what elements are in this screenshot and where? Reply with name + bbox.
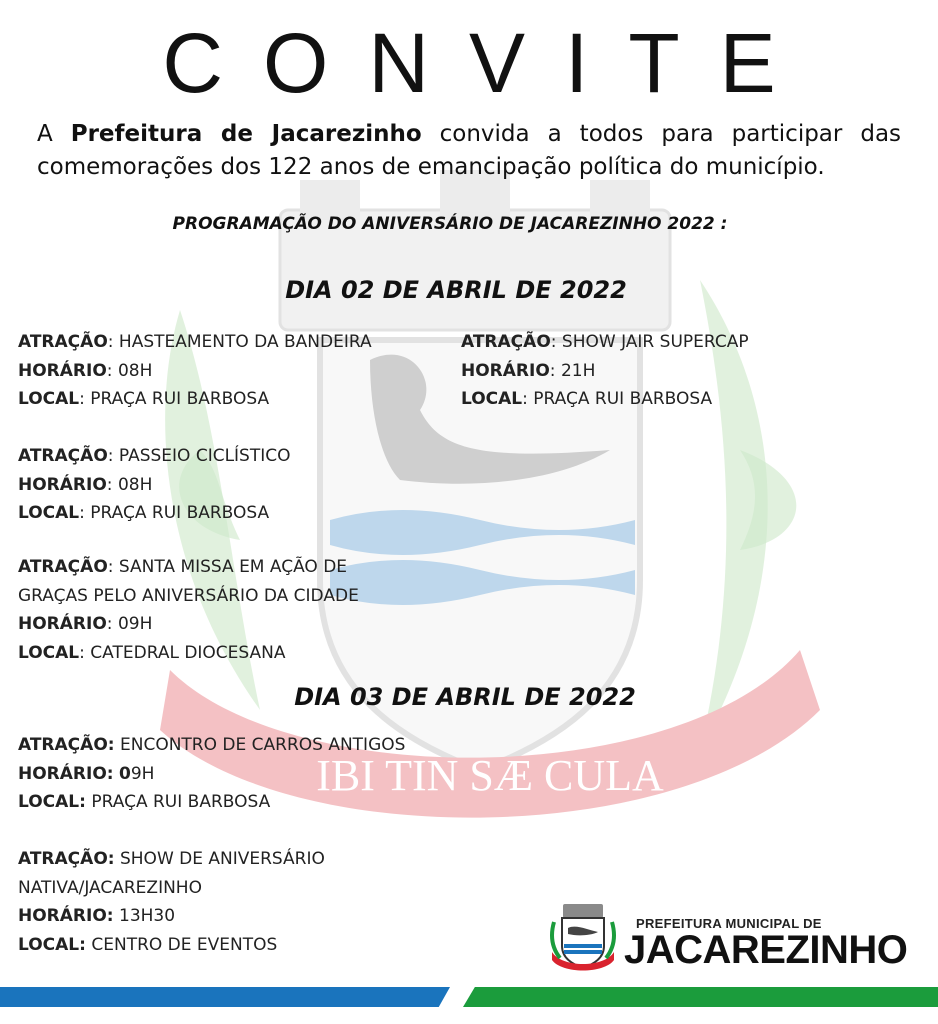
event-carros-antigos [18,731,405,817]
attraction-value: PASSEIO CICLÍSTICO [118,446,291,466]
event-hasteamento: ATRAÇÃO: HASTEAMENTO DA BANDEIRA HORÁRIO: 08H LOCAL: PRAÇA RUI BARBOSA [18,332,372,410]
page-title: CONVITE [162,16,816,110]
time-label: HORÁRIO [18,360,107,381]
place-value: PRAÇA RUI BARBOSA [533,389,713,410]
attraction-value: SHOW JAIR SUPERCAP [561,332,749,352]
time-label: HORÁRIO [461,360,550,381]
footer-blue-bar [0,987,450,1007]
event-show-jair: ATRAÇÃO: SHOW JAIR SUPERCAP HORÁRIO: 21H LOCAL: PRAÇA RUI BARBOSA [461,332,749,410]
place-value: CATEDRAL DIOCESANA [90,643,286,664]
place-label: LOCAL [18,389,80,410]
place-label: LOCAL: [18,792,86,813]
time-value: 9H [130,763,155,784]
place-value: PRAÇA RUI BARBOSA [90,389,270,410]
attraction-label: ATRAÇÃO [461,332,551,352]
place-label: LOCAL [18,503,80,524]
day-2-title: DIA 03 DE ABRIL DE 2022 [294,683,636,711]
program-title: PROGRAMAÇÃO DO ANIVERSÁRIO DE JACAREZINHO 2022 : [172,214,728,234]
motto-text: IBI TIN SÆ CULA [316,751,664,800]
event-passeio: ATRAÇÃO: PASSEIO CICLÍSTICO HORÁRIO: 08H LOCAL: PRAÇA RUI BARBOSA [18,446,291,524]
logo-top-text: PREFEITURA MUNICIPAL DE [636,916,822,931]
attraction-value: ENCONTRO DE CARROS ANTIGOS [119,735,406,755]
place-label: LOCAL: [18,935,86,956]
day-1-title: DIA 02 DE ABRIL DE 2022 [285,276,627,304]
place-value: CENTRO DE EVENTOS [91,935,278,956]
intro-organization: Prefeitura de Jacarezinho [70,121,422,147]
time-label: HORÁRIO: [18,763,114,784]
place-value: PRAÇA RUI BARBOSA [90,503,270,524]
place-value: PRAÇA RUI BARBOSA [91,792,271,813]
event-show-aniversario [18,845,325,960]
attraction-label: ATRAÇÃO [18,332,108,352]
attraction-value-continued: GRAÇAS PELO ANIVERSÁRIO DA CIDADE [18,585,359,606]
prefeitura-logo [548,902,918,980]
logo-main-text: JACAREZINHO [624,928,908,972]
intro-suffix: convida a todos para participar das comemorações dos 122 anos de emancipação política do município. [37,121,902,180]
attraction-label: ATRAÇÃO [18,446,108,466]
time-value: 21H [560,360,596,381]
coat-of-arms-icon [548,902,618,976]
time-value: 09H [117,614,153,635]
place-label: LOCAL [18,643,80,664]
time-label: HORÁRIO [18,474,107,495]
intro-prefix: A [37,121,71,147]
intro-paragraph [37,118,901,184]
attraction-value: SANTA MISSA EM AÇÃO DE [118,557,348,577]
footer-green-bar [463,987,938,1007]
time-value: 13H30 [119,906,176,927]
attraction-value: HASTEAMENTO DA BANDEIRA [118,332,372,352]
attraction-value-continued: NATIVA/JACAREZINHO [18,877,202,898]
place-label: LOCAL [461,389,523,410]
attraction-value: SHOW DE ANIVERSÁRIO [119,849,325,869]
time-label: HORÁRIO: [18,906,114,927]
time-value: 08H [117,360,153,381]
attraction-label: ATRAÇÃO [18,557,108,577]
time-value-bold: 0 [119,763,131,784]
time-label: HORÁRIO [18,614,107,635]
event-santa-missa: ATRAÇÃO: SANTA MISSA EM AÇÃO DE GRAÇAS PELO ANIVERSÁRIO DA CIDADE HORÁRIO: 09H LOCAL: CATEDRAL DIOCESANA [18,557,359,664]
attraction-label: ATRAÇÃO: [18,735,115,755]
time-value: 08H [117,474,153,495]
attraction-label: ATRAÇÃO: [18,849,115,869]
